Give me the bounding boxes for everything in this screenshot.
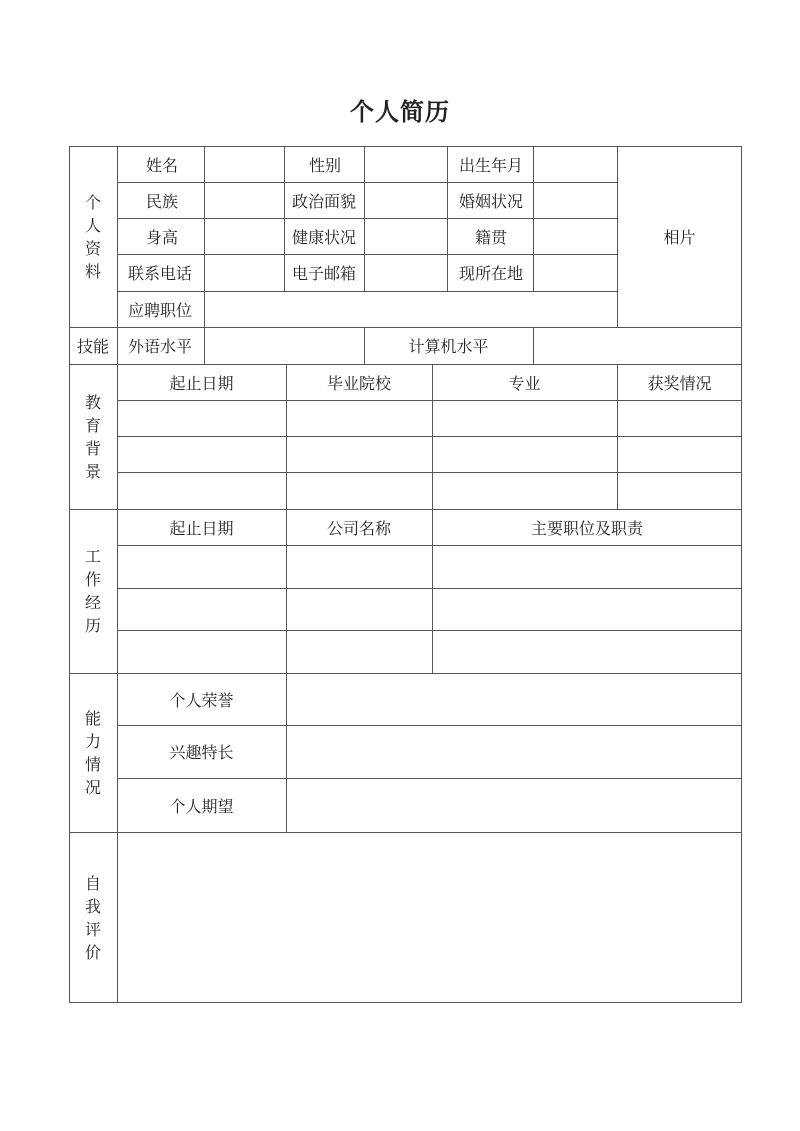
grid-line [117, 400, 742, 401]
photo-placeholder: 相片 [663, 228, 696, 247]
work-header-company: 公司名称 [326, 518, 391, 538]
label-location: 现所在地 [459, 264, 524, 283]
grid-line [69, 832, 742, 833]
page-title: 个人简历 [350, 97, 450, 126]
label-interests: 兴趣特长 [169, 743, 234, 762]
label-phone: 联系电话 [128, 264, 193, 283]
label-expectation: 个人期望 [169, 796, 234, 816]
label-name: 姓名 [146, 155, 179, 175]
label-native-place: 籍贯 [475, 227, 508, 247]
label-height: 身高 [146, 227, 179, 247]
work-header-duties: 主要职位及职责 [530, 518, 643, 538]
grid-line [117, 630, 742, 631]
grid-line [117, 588, 742, 589]
label-computer: 计算机水平 [408, 337, 489, 356]
grid-line [286, 673, 287, 832]
label-ethnicity: 民族 [146, 191, 179, 211]
label-gender: 性别 [309, 155, 342, 175]
grid-line [117, 545, 742, 546]
grid-line [117, 472, 742, 473]
label-email: 电子邮箱 [292, 264, 357, 283]
edu-header-dates: 起止日期 [169, 373, 234, 393]
section-label-self-eval: 自 我 评 价 [84, 873, 101, 962]
edu-header-major: 专业 [508, 373, 541, 393]
label-birth: 出生年月 [459, 155, 524, 175]
work-header-dates: 起止日期 [169, 518, 234, 538]
section-label-skills: 技能 [76, 337, 109, 356]
label-honors: 个人荣誉 [169, 690, 234, 710]
grid-line [117, 436, 742, 437]
label-position: 应聘职位 [128, 300, 193, 320]
section-label-ability: 能 力 情 况 [84, 708, 101, 797]
edu-header-school: 毕业院校 [326, 373, 391, 393]
label-political: 政治面貌 [292, 191, 357, 211]
section-label-education: 教 育 背 景 [84, 392, 101, 481]
grid-line [533, 327, 534, 364]
label-marital: 婚姻状况 [459, 191, 524, 211]
edu-header-awards: 获奖情况 [647, 373, 712, 393]
label-health: 健康状况 [292, 227, 357, 247]
section-label-work: 工 作 经 历 [84, 547, 101, 635]
section-label-personal: 个 人 资 料 [84, 192, 101, 281]
label-foreign-language: 外语水平 [128, 337, 193, 356]
